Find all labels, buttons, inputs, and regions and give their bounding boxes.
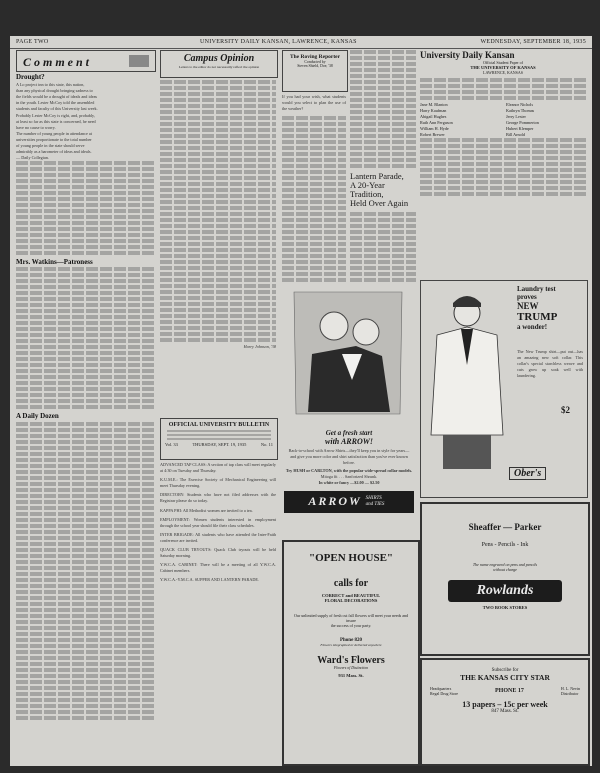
comment-line: Probably Lester McCoy is right, and, probably, bbox=[16, 112, 95, 118]
masthead-column bbox=[420, 50, 586, 280]
kc-star-right bbox=[561, 686, 580, 696]
campus-opinion-text bbox=[160, 80, 276, 350]
wards-flowers-name: Ward's Flowers bbox=[317, 655, 385, 666]
comment-line: of young people in the state should serve bbox=[16, 143, 85, 149]
campus-opinion-title: Campus Opinion bbox=[183, 53, 255, 64]
comment-line: — Daily Collegian. bbox=[16, 155, 49, 161]
bulletin-title: OFFICIAL UNIVERSITY BULLETIN bbox=[168, 422, 270, 428]
regal-drug: Regal Drug Store bbox=[430, 691, 458, 696]
bulletin-notice: INTER BRIGADE: All students who have attended the Inter-Faith conference are invited. bbox=[160, 531, 276, 543]
campus-opinion-banner bbox=[160, 50, 278, 78]
comment-title: Comment bbox=[23, 55, 93, 69]
laundry-price: $2 bbox=[561, 405, 570, 415]
comment-line: than any physical drought bringing sadness to bbox=[16, 88, 93, 94]
bulletin-notices bbox=[160, 462, 276, 587]
headquarters: Headquarters bbox=[430, 686, 452, 691]
bulletin-notice: K.U.M.E.: The Exercise Society of Mechanical Engineering will meet Thursday evening. bbox=[160, 477, 276, 489]
flowers-address: 931 Mass. St. bbox=[338, 673, 364, 678]
masthead-city: LAWRENCE, KANSAS bbox=[483, 70, 523, 75]
bulletin-notice: QUACK CLUB TRYOUTS: Quack Club tryouts will be held Saturday morning. bbox=[160, 547, 276, 559]
comment-line: A Lo project inn to this state, this nation, bbox=[16, 82, 85, 88]
official-bulletin-header bbox=[160, 418, 278, 460]
bulletin-meta bbox=[161, 442, 277, 447]
bulletin-notice: DIRECTORY: Students who have not filed addresses with the Registrar please do so today. bbox=[160, 492, 276, 504]
staff-member: Jerry Lester bbox=[506, 114, 526, 119]
two-book-stores: TWO BOOK STORES bbox=[482, 605, 528, 610]
campus-opinion-signature: Harry Johnson, '38 bbox=[243, 344, 276, 349]
bulletin-notice: Y.W.C.A.-Y.M.C.A. SUPPER AND LANTERN PARADE. bbox=[160, 577, 260, 583]
pens-pencils-ink: Pens - Pencils - Ink bbox=[481, 542, 529, 548]
arrow-brand: ARROW bbox=[308, 494, 362, 509]
page-header bbox=[10, 38, 592, 49]
unlimited-supply: Our unlimited supply of fresh cut fall flowers will meet your needs and insure bbox=[294, 613, 408, 623]
trump-shirt-ad[interactable] bbox=[420, 280, 588, 498]
arrow-headline: Get a fresh start bbox=[325, 429, 373, 437]
roving-reporter-box bbox=[282, 50, 348, 92]
masthead-title: University Daily Kansan bbox=[420, 50, 515, 60]
flowers-phone: Phone 820 bbox=[339, 638, 363, 643]
comment-line: universities proportionate to the total number bbox=[16, 136, 92, 142]
floral-decorations: FLORAL DECORATIONS bbox=[324, 598, 378, 603]
staff-member: Robert Brewer bbox=[420, 132, 445, 137]
comment-line: in the youth. Lester McCoy told the assembled bbox=[16, 100, 95, 106]
staff-member: Jane M. Blanton bbox=[420, 102, 448, 107]
comment-line: admirably as a barometer of ideas and ideals. bbox=[16, 149, 92, 155]
staff-member: Ruth Ann Ferguson bbox=[420, 120, 453, 125]
bulletin-number: No. 11 bbox=[260, 442, 273, 447]
arrow-body: Back-to-school with Arrow Shirts—they'll keep you in style for years—and give you more color and shirt satisfaction than you've ever known before. bbox=[288, 448, 410, 466]
masthead-line: UNIVERSITY DAILY KANSAN, LAWRENCE, KANSAS bbox=[200, 39, 357, 45]
campus-opinion-column bbox=[160, 50, 278, 762]
lantern-sub: A 20-Year Tradition, bbox=[350, 180, 385, 199]
wards-flowers-ad[interactable] bbox=[282, 540, 420, 766]
arrow-logo bbox=[284, 491, 414, 513]
bulletin-volume: Vol. 33 bbox=[165, 442, 178, 447]
bulletin-notice: Y.W.C.A. CABINET: There will be a meeting of all Y.W.C.A. Cabinet members. bbox=[160, 562, 276, 574]
obers-logo: Ober's bbox=[509, 467, 546, 480]
laundry-body: The New Trump shirt—put out—has an amazing new soft collar. This collar's special starchless weave and cuts grow up soak well with laundering. bbox=[517, 349, 583, 379]
kc-star-papers: 13 papers – 15c per week bbox=[462, 700, 548, 709]
shirt-man-illustration bbox=[423, 285, 513, 475]
comment-body bbox=[16, 74, 154, 722]
issue-date: WEDNESDAY, SEPTEMBER 18, 1935 bbox=[480, 39, 586, 45]
laundry-l3: NEW bbox=[517, 301, 539, 311]
lantern-headline bbox=[350, 172, 416, 208]
staff-member: William H. Hyde bbox=[420, 126, 449, 131]
comment-column bbox=[16, 50, 156, 762]
comment-line: the fields would be a drought of ideals and ideas bbox=[16, 94, 98, 100]
open-house-title: "OPEN HOUSE" bbox=[308, 552, 394, 564]
kansas-city-star-ad[interactable] bbox=[420, 658, 590, 766]
free-engraving: without charge bbox=[493, 567, 517, 572]
kc-star-address: 847 Mass. St. bbox=[491, 709, 519, 714]
kc-star-phone: PHONE 17 bbox=[495, 688, 524, 694]
staff-member: Abigail Hughes bbox=[420, 114, 447, 119]
campus-opinion-note: Letters to the editor do not necessarily reflect the opinion bbox=[178, 65, 260, 69]
roving-title: The Roving Reporter bbox=[289, 54, 341, 60]
arrow-colors: Mitoga fit . . . Sanforized Shrunk. bbox=[320, 474, 378, 480]
laundry-l5: a wonder! bbox=[517, 323, 548, 331]
kc-star-left bbox=[430, 686, 458, 696]
roving-question: If you had your wish, what students would you select to plan the use of the weather? bbox=[282, 94, 346, 112]
flowers-delivered: Flowers telegraphed or delivered anywhere bbox=[320, 643, 382, 647]
heading-drought: Drought? bbox=[16, 73, 45, 81]
staff-member: Hubert Klemper bbox=[506, 126, 534, 131]
distributor-label: Distributor bbox=[560, 691, 579, 696]
comment-line: students and faculty of this University last week. bbox=[16, 106, 98, 112]
laundry-l4: TRUMP bbox=[517, 311, 558, 323]
laundry-l1: Laundry test bbox=[517, 285, 556, 293]
arrow-subline: with ARROW! bbox=[325, 437, 373, 446]
arrow-price: In white or fancy —$2.00 — $2.50 bbox=[318, 480, 380, 486]
rowlands-logo: Rowlands bbox=[448, 580, 562, 602]
staff-list bbox=[420, 102, 586, 138]
comment-line: at least so far as this state is concerned, he need bbox=[16, 118, 96, 124]
ornament-icon bbox=[129, 55, 149, 67]
bulletin-notice: EMPLOYMENT: Women students interested in employment through the school year should file their class schedules. bbox=[160, 516, 276, 528]
staff-member: Eleanor Nichols bbox=[506, 102, 534, 107]
heading-watkins: Mrs. Watkins—Patroness bbox=[16, 258, 93, 267]
engraved-note: The name engraved on pens and pencils bbox=[472, 562, 538, 567]
rowlands-pens-ad[interactable] bbox=[420, 502, 590, 656]
staff-member: Kathryn Thomas bbox=[506, 108, 535, 113]
staff-member: Bill Arnold bbox=[506, 132, 525, 137]
lantern-title: Lantern Parade, bbox=[350, 171, 404, 181]
flowers-distinction: Flowers of Distinction bbox=[333, 666, 369, 670]
comment-line: The number of young people in attendance at bbox=[16, 130, 92, 136]
newspaper-page bbox=[10, 36, 592, 766]
arrow-brandsub: SHIRTS and TIES bbox=[365, 495, 385, 507]
masthead-sub: Official Student Paper of bbox=[482, 60, 524, 65]
arrow-shirts-ad[interactable] bbox=[282, 284, 416, 534]
staff-member: Harry Kaufman bbox=[420, 108, 447, 113]
distributor-name: H. L. Nevin bbox=[560, 686, 580, 691]
laundry-l2: proves bbox=[517, 293, 537, 301]
roving-byline: Conducted by bbox=[304, 60, 326, 64]
arrow-illustration bbox=[282, 284, 416, 424]
roving-name: Steven Shield, Doe, '38 bbox=[297, 64, 333, 68]
bulletin-notice: KAPPA PHI: All Methodist women are invited to a tea. bbox=[160, 507, 253, 513]
kc-star-details bbox=[422, 682, 588, 700]
drought-article bbox=[16, 82, 154, 161]
party-success: the success of your party. bbox=[330, 623, 372, 628]
kc-star-name: THE KANSAS CITY STAR bbox=[460, 673, 550, 682]
bulletin-date: THURSDAY, SEPT. 19, 1935 bbox=[192, 442, 247, 447]
subscribe-for: Subscribe for bbox=[491, 668, 519, 673]
correct-beautiful: CORRECT and BEAUTIFUL bbox=[321, 593, 381, 598]
calls-for: calls for bbox=[333, 578, 369, 589]
comment-banner bbox=[16, 50, 156, 72]
laundry-headline bbox=[517, 285, 583, 331]
arrow-try: Try HUSH or CARLTON, with the popular wide-spread collar models. bbox=[285, 468, 413, 474]
lantern-tail: Held Over Again bbox=[350, 198, 409, 208]
sheaffer-parker: Sheaffer — Parker bbox=[468, 522, 542, 532]
bulletin-notice: ADVANCED TAP CLASS: A section of tap class will meet regularly at 4:30 on Tuesday and Thursday. bbox=[160, 462, 276, 474]
staff-member: George Pommerton bbox=[506, 120, 539, 125]
masthead-org: THE UNIVERSITY OF KANSAS bbox=[470, 65, 536, 70]
page-number: PAGE TWO bbox=[16, 39, 49, 45]
heading-daily-dozen: A Daily Dozen bbox=[16, 412, 59, 421]
comment-line: have no cause to worry. bbox=[16, 124, 56, 130]
